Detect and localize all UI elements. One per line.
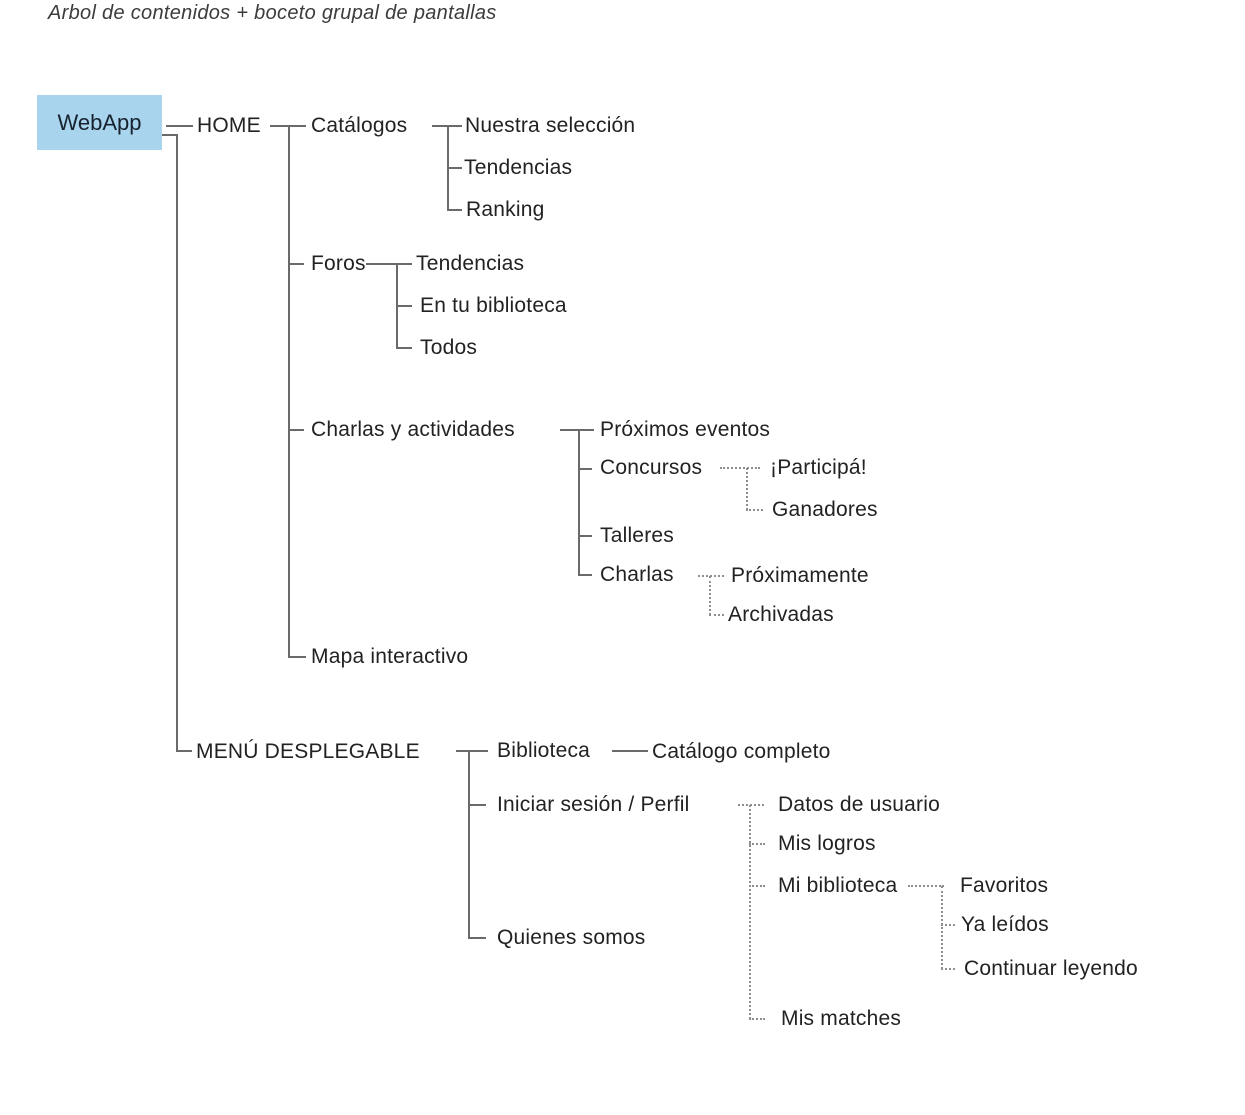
connector-menu-corner [176, 750, 192, 752]
dotted-iniciar-trunk [749, 805, 751, 1019]
tick-foros [288, 263, 304, 265]
tick-en-tu-biblioteca [396, 305, 412, 307]
dotted-tick-ganadores [746, 509, 763, 511]
node-todos: Todos [420, 336, 478, 359]
node-menu-desplegable: MENÚ DESPLEGABLE [196, 740, 420, 763]
node-nuestra-seleccion: Nuestra selección [465, 114, 636, 137]
dotted-tick-ya-leidos [941, 924, 955, 926]
connector-home-trunk [288, 126, 290, 658]
node-foros-tendencias: Tendencias [416, 252, 525, 275]
node-talleres: Talleres [600, 524, 674, 547]
node-home: HOME [197, 114, 261, 137]
node-catalogos: Catálogos [311, 114, 408, 137]
node-ranking: Ranking [466, 198, 545, 221]
dotted-tick-mi-biblioteca [749, 885, 765, 887]
node-mapa-interactivo: Mapa interactivo [311, 645, 469, 668]
node-favoritos: Favoritos [960, 874, 1049, 897]
tick-biblioteca [468, 750, 488, 752]
dotted-mibiblioteca-favoritos [908, 885, 944, 887]
node-proximos-eventos: Próximos eventos [600, 418, 771, 441]
dotted-concursos-trunk [746, 468, 748, 510]
dotted-tick-archivadas [709, 614, 724, 616]
node-concursos: Concursos [600, 456, 703, 479]
tick-ranking [447, 209, 462, 211]
dotted-tick-mis-matches [749, 1018, 765, 1020]
tick-iniciar-sesion [468, 804, 486, 806]
tick-quienes-somos [468, 937, 486, 939]
node-proximamente: Próximamente [731, 564, 869, 587]
node-quienes-somos: Quienes somos [497, 926, 646, 949]
dotted-mibiblioteca-trunk [941, 886, 943, 969]
node-catalogos-tendencias: Tendencias [464, 156, 573, 179]
node-participa: ¡Participá! [770, 456, 867, 479]
connector-webapp-drop [176, 134, 178, 751]
dotted-concursos-participa [720, 467, 760, 469]
dotted-charlas-proximamente [698, 575, 724, 577]
connector-menu-trunk [468, 751, 470, 938]
connector-biblioteca-catalogo [612, 750, 648, 752]
node-mis-logros: Mis logros [778, 832, 876, 855]
connector-charlas-trunk [578, 430, 580, 575]
tick-todos [396, 347, 412, 349]
node-archivadas: Archivadas [728, 603, 834, 626]
dotted-tick-mis-logros [749, 843, 765, 845]
node-foros: Foros [311, 252, 366, 275]
node-biblioteca: Biblioteca [497, 739, 591, 762]
node-charlas-y-actividades: Charlas y actividades [311, 418, 515, 441]
node-iniciar-sesion-perfil: Iniciar sesión / Perfil [497, 793, 690, 816]
node-webapp: WebApp [37, 95, 162, 150]
node-mis-matches: Mis matches [781, 1007, 902, 1030]
node-mi-biblioteca: Mi biblioteca [778, 874, 898, 897]
dotted-tick-continuar-leyendo [941, 968, 955, 970]
node-datos-de-usuario: Datos de usuario [778, 793, 940, 816]
tick-foros-tendencias [396, 263, 412, 265]
diagram-title: Arbol de contenidos + boceto grupal de pantallas [48, 2, 497, 24]
tick-talleres [578, 535, 592, 537]
tick-charlas-actividades [288, 429, 304, 431]
connector-webapp-home [166, 125, 193, 127]
tick-nuestra-seleccion [447, 125, 462, 127]
tick-concursos [578, 468, 592, 470]
node-en-tu-biblioteca: En tu biblioteca [420, 294, 567, 317]
node-catalogo-completo: Catálogo completo [652, 740, 831, 763]
node-charlas: Charlas [600, 563, 674, 586]
node-ya-leidos: Ya leídos [961, 913, 1049, 936]
tick-catalogos-tendencias [447, 167, 462, 169]
connector-foros [366, 263, 398, 265]
tick-charlas [578, 574, 592, 576]
tick-proximos-eventos [578, 429, 594, 431]
connector-charlas-actividades [560, 429, 580, 431]
dotted-charlas-trunk [709, 576, 711, 615]
tick-mapa-interactivo [288, 656, 306, 658]
dotted-iniciar-datos [738, 804, 764, 806]
node-ganadores: Ganadores [772, 498, 878, 521]
node-continuar-leyendo: Continuar leyendo [964, 957, 1138, 980]
